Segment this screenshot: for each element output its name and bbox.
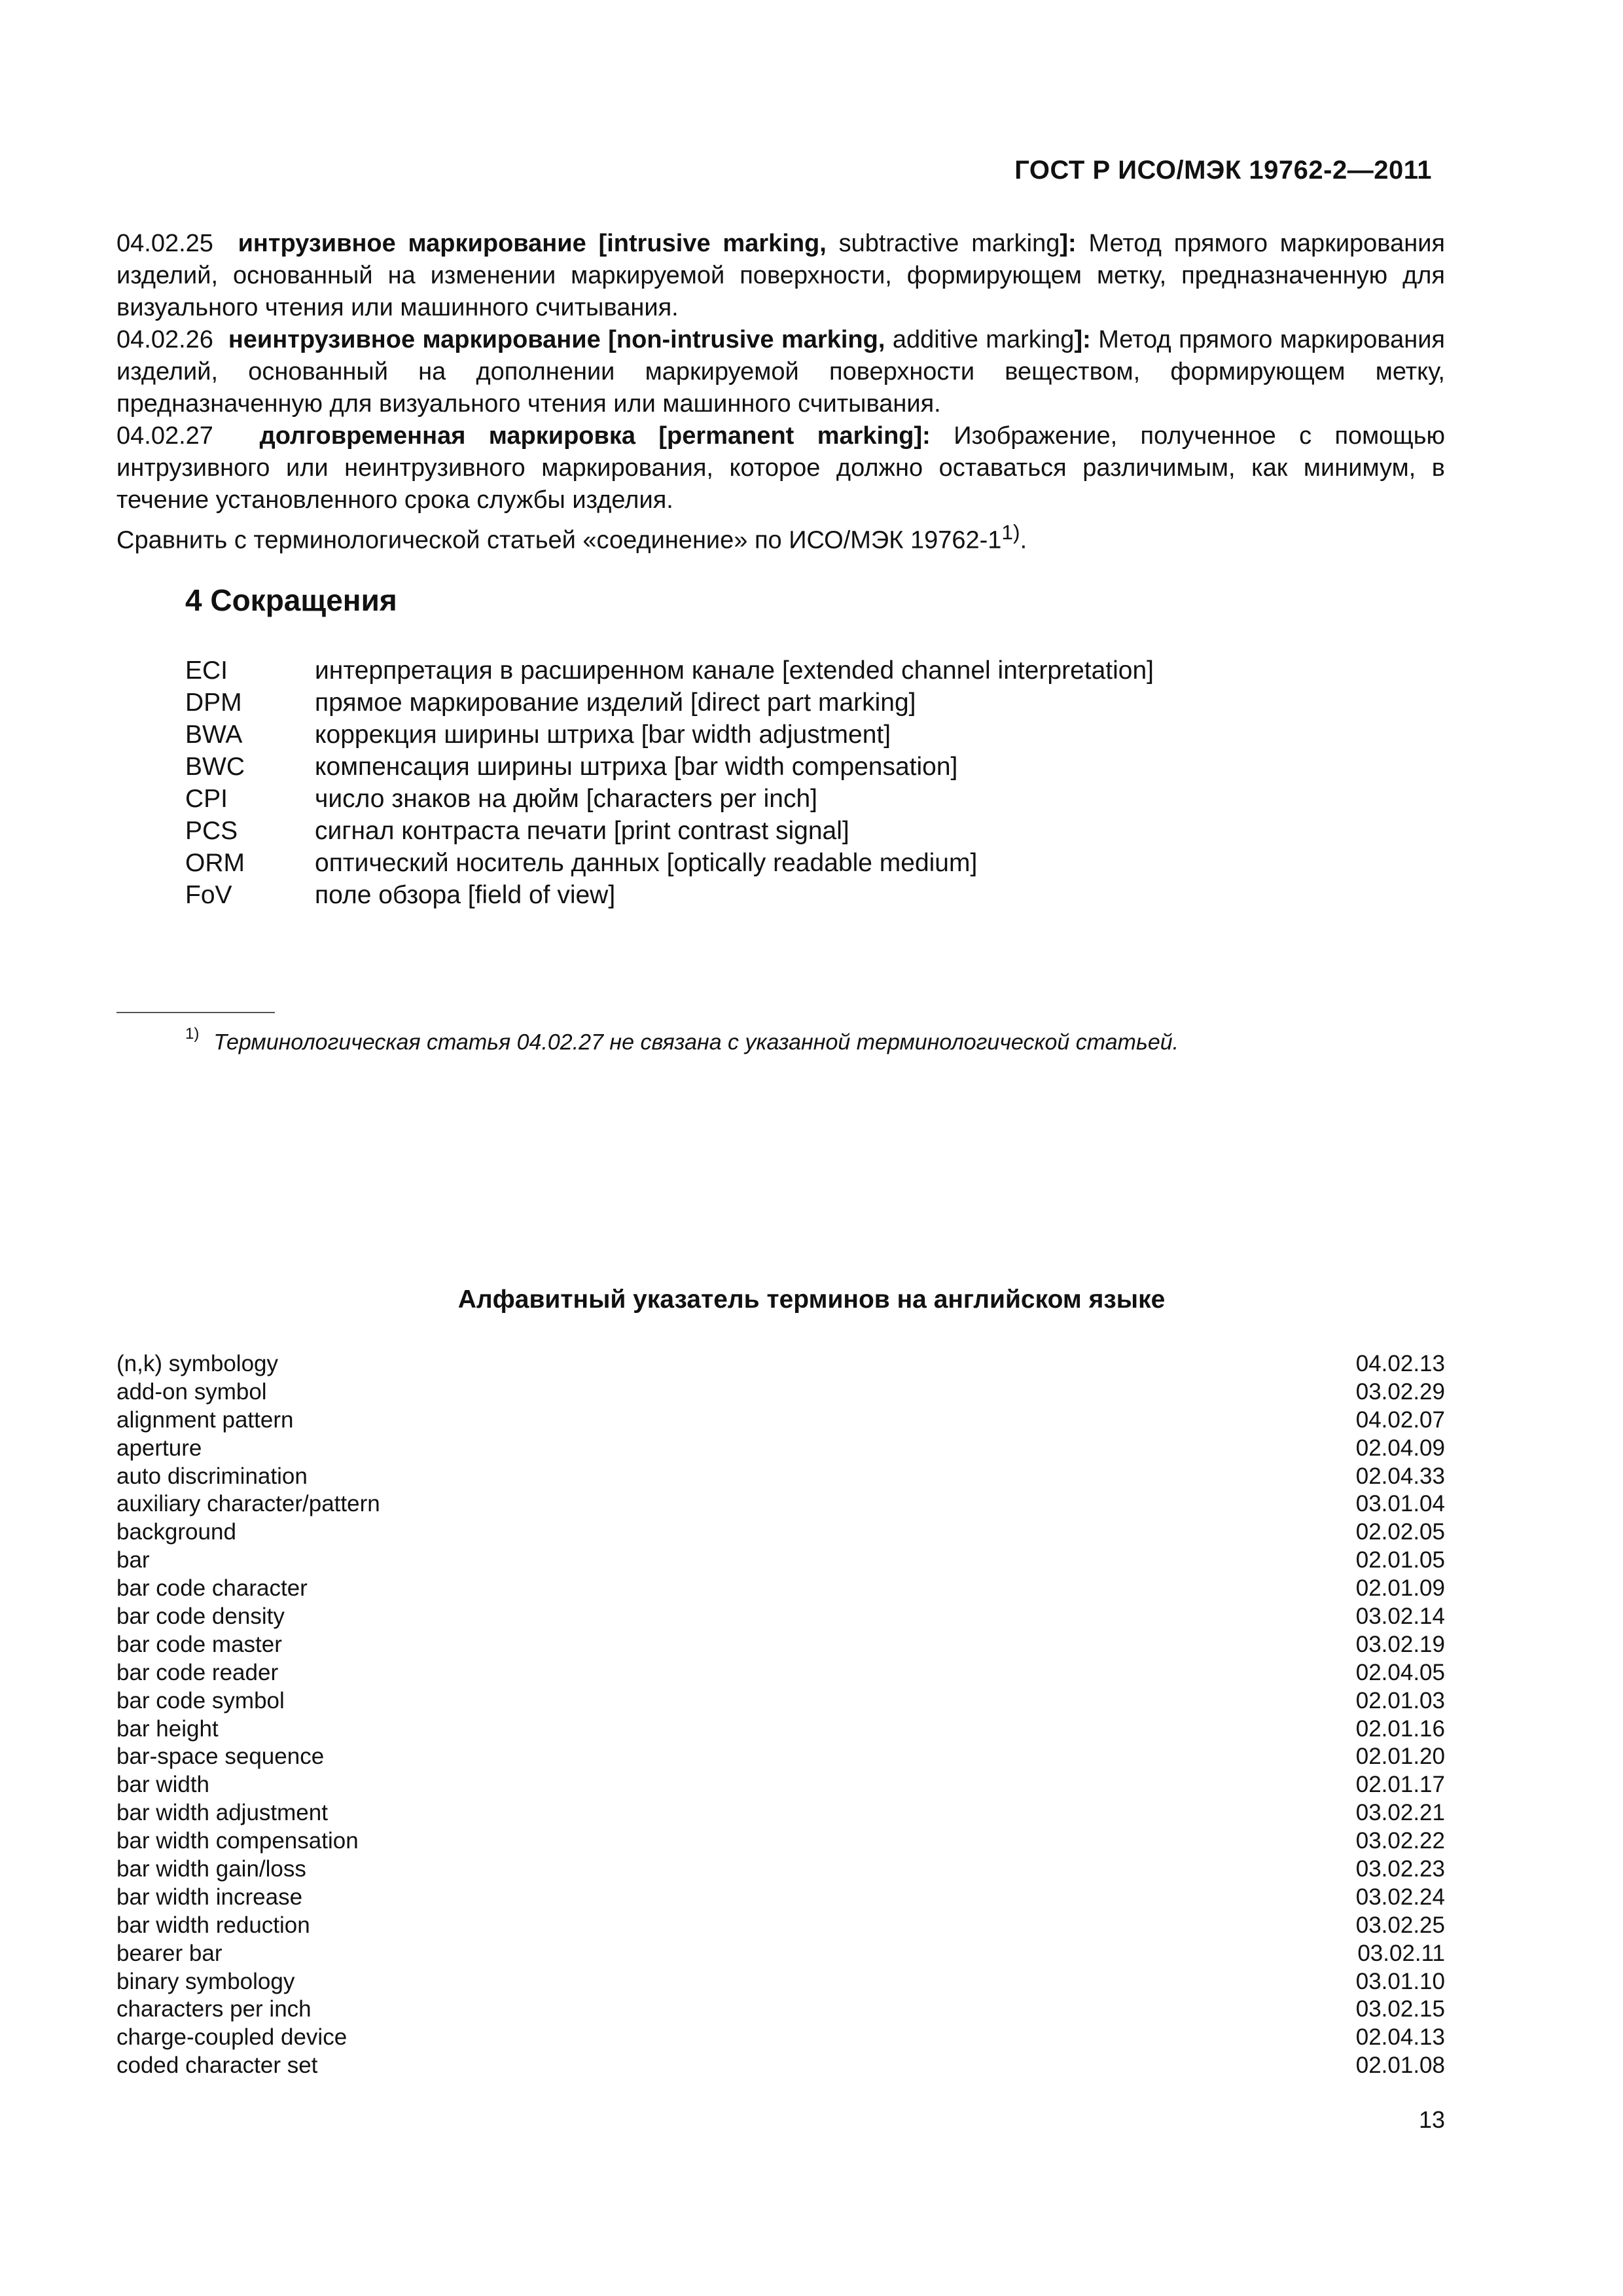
index-entry (116, 1463, 1445, 1491)
index-reference: 02.01.03 (1355, 1687, 1445, 1713)
index-entry (116, 1435, 1445, 1463)
index-term: auxiliary character/pattern (116, 1491, 380, 1517)
index-term: bar code symbol (116, 1687, 285, 1713)
index-entry (116, 1603, 1445, 1631)
term-entry (116, 228, 1445, 324)
index-reference: 02.01.20 (1355, 1744, 1445, 1770)
document-code-header: ГОСТ Р ИСО/МЭК 19762-2—2011 (1014, 156, 1432, 185)
index-entry (116, 1518, 1445, 1547)
abbreviation-description: оптический носитель данных [optically readable medium] (315, 849, 978, 877)
index-reference: 03.02.14 (1355, 1604, 1445, 1630)
index-entry (116, 1968, 1445, 1996)
term-definition: Метод прямого маркирования изделий, основанный на дополнении маркируемой поверхности веществом, формирующем метку, предназначенную для визуального чтения или машинного считывания. (116, 326, 1446, 418)
index-entry (116, 1715, 1445, 1744)
index-reference: 02.01.08 (1355, 2053, 1445, 2079)
footnote (185, 1022, 1179, 1056)
abbreviation-code: CPI (185, 785, 228, 813)
term-ru: неинтрузивное маркирование (228, 326, 601, 353)
index-reference: 03.01.10 (1355, 1968, 1445, 1994)
index-term: charge-coupled device (116, 2024, 348, 2051)
compare-note (116, 516, 1445, 557)
index-reference: 02.04.05 (1355, 1659, 1445, 1685)
abbreviation-description: коррекция ширины штриха [bar width adjustment] (315, 721, 891, 749)
abbreviation-row (185, 847, 1154, 879)
index-entry (116, 1659, 1445, 1687)
index-term: bar width compensation (116, 1828, 359, 1854)
abbreviation-description: прямое маркирование изделий [direct part marking] (315, 689, 916, 717)
index-term: bar-space sequence (116, 1744, 325, 1770)
index-entry (116, 1631, 1445, 1659)
abbreviation-row (185, 815, 1154, 847)
abbreviation-row (185, 751, 1154, 783)
index-term: bar code density (116, 1604, 285, 1630)
abbreviation-code: PCS (185, 817, 238, 845)
abbreviation-row (185, 719, 1154, 751)
index-term: aperture (116, 1435, 202, 1461)
term-definition: Метод прямого маркирования изделий, основанный на изменении маркируемой поверхности, формирующем метку, предназначенную для визуального чтения или машинного считывания. (116, 230, 1445, 321)
abbreviation-description: компенсация ширины штриха [bar width compensation] (315, 753, 958, 781)
index-entry (116, 1687, 1445, 1715)
index-reference: 02.04.09 (1355, 1435, 1445, 1461)
index-term: alignment pattern (116, 1407, 294, 1433)
term-en-synonym: subtractive marking (826, 230, 1060, 257)
index-term: binary symbology (116, 1968, 295, 1994)
abbreviation-description: интерпретация в расширенном канале [extended channel interpretation] (315, 656, 1154, 685)
term-en-synonym: additive marking (885, 326, 1075, 353)
footnote-reference[interactable]: 1) (1001, 520, 1020, 544)
term-entry (116, 324, 1445, 420)
term-number: 04.02.27 (116, 422, 213, 450)
abbreviation-row (185, 783, 1154, 815)
index-entry (116, 1940, 1445, 1968)
index-entry (116, 1575, 1445, 1603)
index-term: bearer bar (116, 1940, 223, 1966)
index-term: add-on symbol (116, 1378, 267, 1405)
index-entry (116, 1407, 1445, 1435)
index-reference: 02.02.05 (1355, 1519, 1445, 1545)
index-entry (116, 1856, 1445, 1884)
index-reference: 03.02.22 (1355, 1828, 1445, 1854)
index-term: (n,k) symbology (116, 1351, 279, 1376)
index-reference: 03.01.04 (1355, 1491, 1445, 1517)
index-entry (116, 1490, 1445, 1518)
index-reference: 02.01.05 (1355, 1547, 1445, 1573)
index-term: bar code master (116, 1631, 282, 1657)
index-reference: 02.01.16 (1355, 1715, 1445, 1742)
abbreviation-description: сигнал контраста печати [print contrast signal] (315, 817, 849, 845)
term-ru: долговременная маркировка (259, 422, 636, 450)
abbreviation-code: DPM (185, 689, 242, 717)
index-term: auto discrimination (116, 1463, 308, 1489)
abbreviation-description: поле обзора [field of view] (315, 881, 616, 909)
index-reference: 02.04.33 (1355, 1463, 1445, 1489)
abbreviation-code: FoV (185, 881, 232, 909)
index-term: bar width gain/loss (116, 1856, 306, 1882)
term-ru: интрузивное маркирование (238, 230, 586, 257)
index-reference: 03.02.25 (1355, 1912, 1445, 1938)
page-number: 13 (1418, 2106, 1445, 2133)
index-term: bar code reader (116, 1659, 279, 1685)
index-entry (116, 1799, 1445, 1827)
term-en: [intrusive marking, (598, 230, 827, 257)
term-close: ]: (1074, 326, 1091, 353)
footnote-text: Терминологическая статья 04.02.27 не связана с указанной терминологической статьей. (213, 1030, 1179, 1055)
index-entry (116, 1378, 1445, 1407)
index-term: bar width increase (116, 1884, 303, 1910)
abbreviation-code: BWA (185, 721, 243, 749)
index-term: bar (116, 1547, 150, 1573)
index-entry (116, 1884, 1445, 1912)
term-definition: Изображение, полученное с помощью интрузивного или неинтрузивного маркирования, которое должно оставаться различимым, как минимум, в течение установленного срока службы изделия. (116, 422, 1445, 514)
index-reference: 02.01.09 (1355, 1575, 1445, 1602)
abbreviation-code: ECI (185, 656, 228, 685)
index-term: characters per inch (116, 1996, 312, 2022)
abbreviation-description: число знаков на дюйм [characters per inch] (315, 785, 818, 813)
footnote-mark: 1) (185, 1025, 200, 1043)
abbreviation-row (185, 879, 1154, 911)
abbreviations-list (185, 655, 1154, 911)
index-term: bar height (116, 1715, 219, 1742)
index-reference: 02.04.13 (1355, 2024, 1445, 2051)
index-term: bar width adjustment (116, 1800, 328, 1826)
index-reference: 03.02.24 (1355, 1884, 1445, 1910)
section-title: 4 Сокращения (185, 583, 397, 617)
index-reference: 03.02.23 (1355, 1856, 1445, 1882)
abbreviation-code: ORM (185, 849, 245, 877)
compare-note-end: . (1020, 526, 1027, 554)
index-entry (116, 1771, 1445, 1799)
footnote-divider (116, 1012, 275, 1013)
index-entry (116, 1912, 1445, 1940)
index-reference: 03.02.15 (1355, 1996, 1445, 2022)
index-entry (116, 1350, 1445, 1378)
index-entry (116, 1996, 1445, 2024)
term-entry (116, 420, 1445, 516)
index-term: coded character set (116, 2053, 318, 2079)
index-entry (116, 1743, 1445, 1771)
index-reference: 03.02.11 (1357, 1940, 1445, 1966)
index-reference: 03.02.19 (1355, 1631, 1445, 1657)
index-entry (116, 1547, 1445, 1575)
index-entry (116, 1827, 1445, 1856)
index-term: bar width (116, 1772, 210, 1798)
term-en: [non-intrusive marking, (608, 326, 885, 353)
index-entry (116, 2024, 1445, 2052)
term-number: 04.02.25 (116, 230, 213, 257)
index-title: Алфавитный указатель терминов на английском языке (457, 1285, 1166, 1314)
index-term: bar width reduction (116, 1912, 310, 1938)
index-term: bar code character (116, 1575, 308, 1602)
term-en: [permanent marking]: (658, 422, 931, 450)
index-entry (116, 2052, 1445, 2080)
terms-index (116, 1350, 1445, 2080)
index-reference: 04.02.07 (1355, 1407, 1445, 1433)
index-reference: 03.02.21 (1355, 1800, 1445, 1826)
term-number: 04.02.26 (116, 326, 213, 353)
index-reference: 02.01.17 (1355, 1772, 1445, 1798)
abbreviation-row (185, 655, 1154, 687)
term-close: ]: (1060, 230, 1077, 257)
compare-note-text: Сравнить с терминологической статьей «соединение» по ИСО/МЭК 19762-1 (116, 526, 1002, 554)
abbreviation-row (185, 687, 1154, 719)
index-reference: 03.02.29 (1355, 1378, 1445, 1405)
abbreviation-code: BWC (185, 753, 245, 781)
index-reference: 04.02.13 (1355, 1351, 1445, 1376)
index-term: background (116, 1519, 236, 1545)
terms-section (116, 228, 1445, 557)
